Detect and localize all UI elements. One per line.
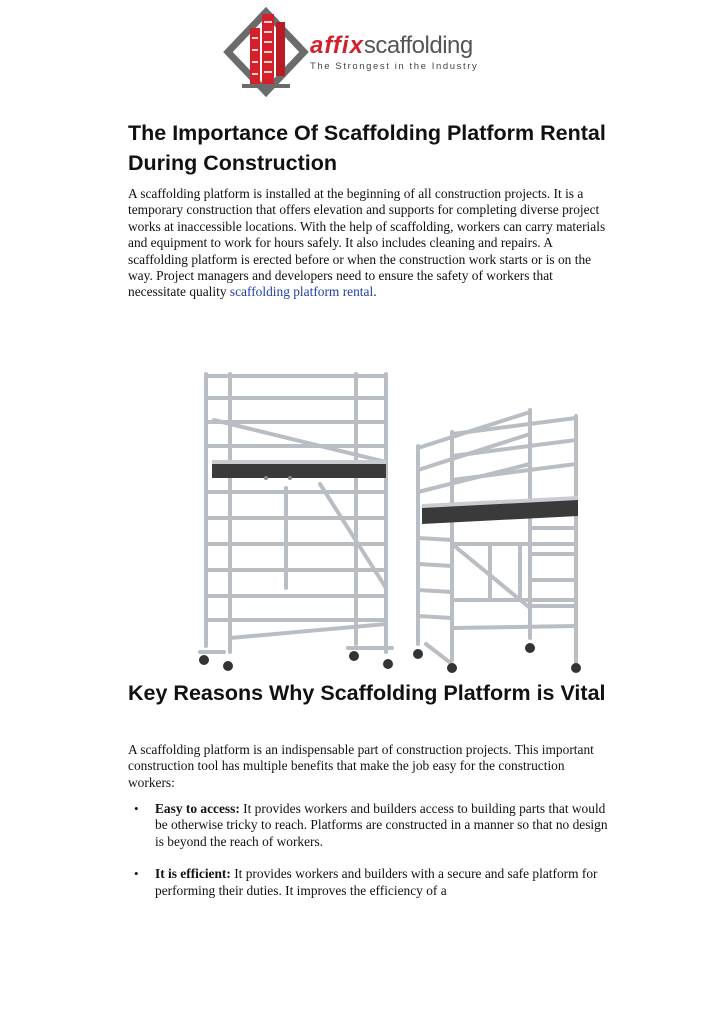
brand-affix: affix [310,32,364,59]
bullet-marker: • [134,801,139,816]
bullet-text: It provides workers and builders with a secure and safe platform for performing their duties. It improves the efficiency of a [155,866,598,898]
link-trailing-period: . [373,284,377,300]
list-item [128,801,608,850]
article-heading-2: Key Reasons Why Scaffolding Platform is Vital [128,681,606,705]
bullet-text: It provides workers and builders access to building parts that would be otherwise tricky to reach. Platforms are constructed in a manner so that no design is beyond the reach of workers. [155,801,608,849]
right-scaffold-tower [418,410,576,664]
paragraph-1-text: A scaffolding platform is installed at the beginning of all construction projects. It is a temporary construction that offers elevation and supports for completing diverse project works at inaccessible locations. With the help of scaffolding, workers can carry materials and equipment to work for hours safely. It also includes cleaning and repairs. A scaffolding platform is erected before or when the construction work starts or is on the way. Project managers and developers need to ensure the safety of workers that necessitate quality [128,186,606,300]
right-tower-platform [422,496,578,524]
left-scaffold-tower [200,374,392,652]
bullet-marker: • [134,866,139,882]
list-item [128,866,608,899]
brand-tagline: The Strongest in the Industry [310,61,479,72]
affix-logo[interactable] [220,4,492,100]
scaffolding-platform-rental-link[interactable]: scaffolding platform rental [229,284,374,300]
benefits-list [128,801,608,915]
article-heading-1: The Importance Of Scaffolding Platform Rental During Construction [128,121,606,175]
bullet-title: Easy to access: [155,801,240,816]
left-tower-platform [212,460,386,480]
article-paragraph-1 [128,186,608,301]
right-tower-wheels [413,643,581,673]
mobile-scaffold-towers-image [190,368,600,674]
bullet-title: It is efficient: [155,866,231,882]
left-tower-wheels [199,651,393,671]
article-paragraph-2: A scaffolding platform is an indispensable part of construction projects. This important construction tool has multiple benefits that make the job easy for the construction workers: [128,742,594,790]
building-in-diamond-icon [220,4,312,100]
brand-name [310,34,478,58]
brand-scaffolding: scaffolding [363,32,473,59]
